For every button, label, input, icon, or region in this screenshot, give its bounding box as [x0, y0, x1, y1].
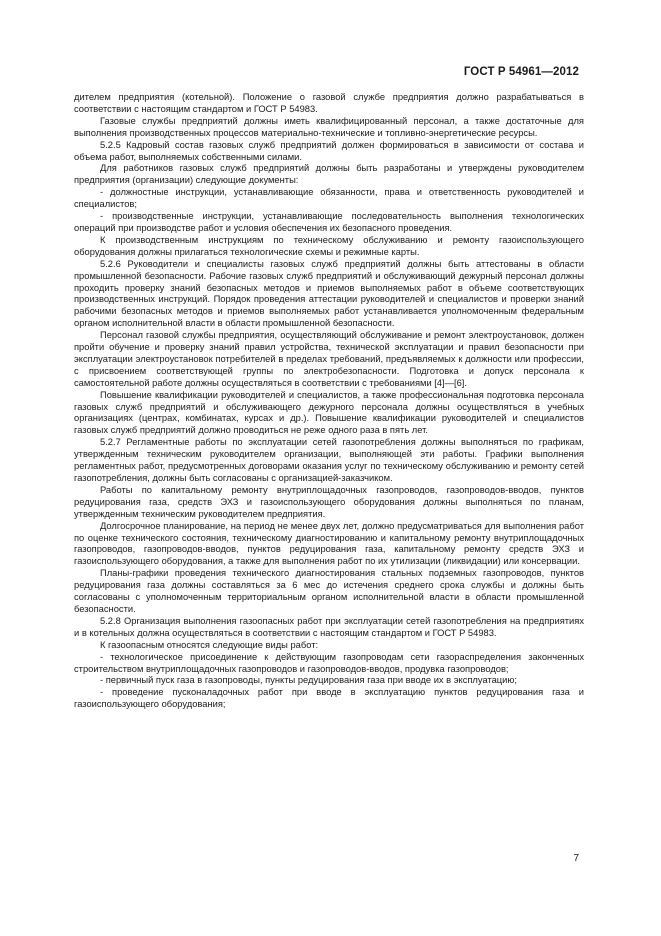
- paragraph: К газоопасным относятся следующие виды работ:: [100, 639, 319, 650]
- paragraph: Планы-графики проведения технического диагностирования стальных подземных газопроводов, пунктов редуцирования газа должны составляться за 6 мес до истечения среднего срока службы и должны быть согласованы с уполномоченным территориальным органом исполнительной власти в области промышленной безопасности.: [74, 568, 584, 614]
- paragraph: 5.2.7 Регламентные работы по эксплуатации сетей газопотребления должны выполняться по графикам, утвержденным техническим руководителем организации, выполняющей эти работы. Графики выполнения регламентных работ, предусмотренных договорами оказания услуг по техническому обслуживанию и ремонту сетей газопотребления, должны быть согласованы с организацией-заказчиком.: [74, 437, 584, 483]
- paragraph: Повышение квалификации руководителей и специалистов, а также профессиональная подготовка персонала газовых служб предприятий и обслуживающего дежурного персонала должны осуществляться в учебных организациях (центрах, комбинатах, курсах и др.). Повышение квалификации руководителей и специалистов газовых служб предприятий должно проводиться не реже одного раза в пять лет.: [74, 389, 584, 436]
- list-item: - должностные инструкции, устанавливающие обязанности, права и ответственность руководителей и специалистов;: [74, 187, 584, 210]
- paragraph: К производственным инструкциям по техническому обслуживанию и ремонту газоиспользующего оборудования должны прилагаться технологические схемы и режимные карты.: [74, 234, 584, 257]
- paragraph: Для работников газовых служб предприятий должны быть разработаны и утверждены руководителем предприятия (организации) следующие документы:: [74, 163, 584, 186]
- paragraph: 5.2.8 Организация выполнения газоопасных работ при эксплуатации сетей газопотребления на предприятиях и в котельных должна осуществляться в соответствии с настоящим стандартом и ГОСТ Р 54983.: [74, 615, 584, 638]
- paragraph: Долгосрочное планирование, на период не менее двух лет, должно предусматриваться для выполнения работ по оценке технического состояния, техническому диагностированию и капитальному ремонту внутриплощадочных газопроводов, газопроводов-вводов, пунктов редуцирования газа, капитальному ремонту средств ЭХЗ и газоиспользующего оборудования, а также для выполнения работ по их утилизации (ликвидации) или консервации.: [74, 520, 584, 567]
- document-code-header: ГОСТ Р 54961—2012: [463, 66, 579, 78]
- list-item: - производственные инструкции, устанавливающие последовательность выполнения технологических операций при производстве работ и условия обеспечения их безопасного проведения.: [74, 211, 584, 233]
- paragraph: дителем предприятия (котельной). Положение о газовой службе предприятия должно разрабатываться в соответствии с настоящим стандартом и ГОСТ Р 54983.: [74, 92, 584, 114]
- paragraph: Работы по капитальному ремонту внутриплощадочных газопроводов, газопроводов-вводов, пунктов редуцирования газа, средств ЭХЗ и газоиспользующего оборудования должны выполняться по планам, утвержденным техническим руководителем предприятия.: [74, 484, 584, 519]
- list-item: - проведение пусконаладочных работ при вводе в эксплуатацию пунктов редуцирования газа и газоиспользующего оборудования;: [74, 687, 584, 710]
- body-text: [74, 92, 584, 711]
- paragraph: Газовые службы предприятий должны иметь квалифицированный персонал, а также достаточные для выполнения производственных процессов материально-технические и топливно-энергетические ресурсы.: [74, 115, 584, 138]
- paragraph: 5.2.5 Кадровый состав газовых служб предприятий должен формироваться в зависимости от состава и объема работ, выполняемых собственными силами.: [74, 139, 584, 162]
- list-item: - технологическое присоединение к действующим газопроводам сети газораспределения законченных строительством внутриплощадочных газопроводов и газопроводов-вводов, продувка газопроводов;: [74, 651, 584, 674]
- list-item: - первичный пуск газа в газопроводы, пункты редуцирования газа при вводе их в эксплуатацию;: [100, 675, 517, 686]
- paragraph: 5.2.6 Руководители и специалисты газовых служб предприятий должны быть аттестованы в области промышленной безопасности. Рабочие газовых служб предприятий и обслуживающий дежурный персонал должны проходить проверку знаний безопасных методов и приемов выполняемых работ в объеме соответствующих производственных инструкций. Порядок проведения аттестации руководителей и специалистов и проверки знаний рабочими безопасных методов и приемов выполняемых работ устанавливается уполномоченным федеральным органом исполнительной власти в области промышленной безопасности.: [74, 258, 584, 329]
- page-number: 7: [573, 853, 579, 864]
- paragraph: Персонал газовой службы предприятия, осуществляющий обслуживание и ремонт электроустановок, должен пройти обучение и проверку знаний правил устройства, технической эксплуатации и правил безопасности при эксплуатации электроустановок потребителей в пределах требований, предъявляемых к должности или профессии, с присвоением соответствующей группы по электробезопасности. Подготовка и допуск персонала к самостоятельной работе должны осуществляться в соответствии с требованиями [4]—[6].: [74, 330, 584, 388]
